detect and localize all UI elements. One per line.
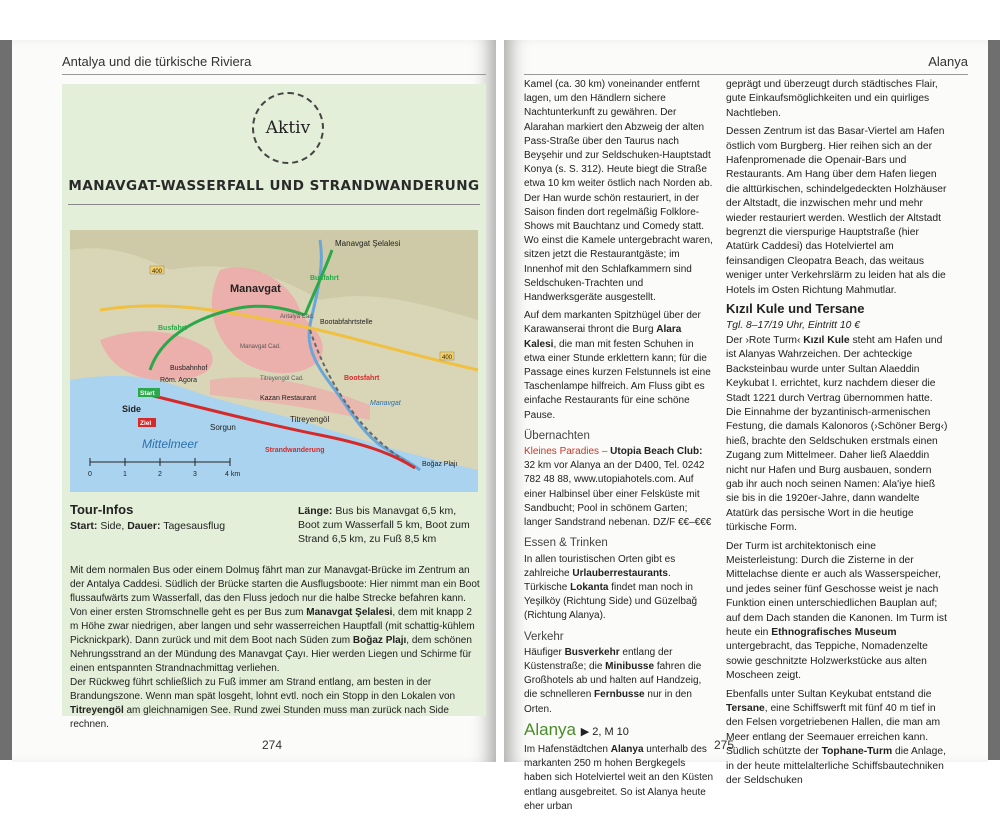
aktiv-rule xyxy=(68,204,480,205)
col1-v-d: nur in den Orten. xyxy=(524,689,692,715)
left-page xyxy=(12,40,496,762)
tour-heading: Tour-Infos xyxy=(70,502,134,517)
col2-p4b: untergebracht, das Teppiche, Nomadenzelte sowie geschnitzte Holzwerkstücke aus alten Moscheen zeigt. xyxy=(726,641,928,682)
tour-start-value: Side, xyxy=(97,520,128,532)
col1-essen xyxy=(524,553,714,624)
heading-verkehr: Verkehr xyxy=(524,630,564,643)
map-scale-2: 2 xyxy=(158,471,162,478)
heading-alanya xyxy=(524,719,714,739)
tour-p1c: , dem schönen Nehrungsstrand an der Mündung des Manavgat Çayı. Hier werden Liegen und Schirme für einen entspannten Strandnachmittag verliehen. xyxy=(70,635,472,674)
right-column-1 xyxy=(524,78,714,818)
col1-p3 xyxy=(524,743,714,814)
col1-ue-text: 32 km vor Alanya an der D400, Tel. 0242 782 48 88, www.utopiahotels.com. Auf einer Halbinsel über einer Felsküste mit Sandbucht; Pool in schönem Garten; langer Sandstrand nebenan. DZ/F €€–€€€ xyxy=(524,460,712,529)
map-label-ziel: Ziel xyxy=(140,420,152,427)
col1-v-b: entlang der Küstenstraße; die xyxy=(524,646,673,672)
col1-v-bold3: Fernbusse xyxy=(594,689,645,701)
tour-p1b: , dem mit knapp 2 m Höhe zwar niedrigen, aber langen und sehr wasserreichen Hauptfall (mit schattig-kühlem Picknickpark). Dann zurück und mit dem Boot nach Süden zum xyxy=(70,607,475,646)
folio-right: 275 xyxy=(714,738,735,752)
map-label-kazan: Kazan Restaurant xyxy=(260,395,317,402)
col2-p1: geprägt und überzeugt durch städtisches Flair, gute Einkaufsmöglichkeiten und ein quirliges Nachtleben. xyxy=(726,79,938,119)
col2-p5-bold2: Tophane-Turm xyxy=(821,746,893,758)
col2-p4a: Der Turm ist architektonisch eine Meisterleistung: Durch die Zisterne in der Mittelachse diente er auch als Wasserspeicher, und jedes seiner fünf Geschosse weist je nach Funktion einen unterschiedlichen Bauplan auf; auf dem Dach standen die Kanonen. Im Turm ist heute ein xyxy=(726,540,947,639)
map-road-label-400a: 400 xyxy=(152,269,163,275)
map-label-strandwanderung: Strandwanderung xyxy=(265,447,325,454)
running-rule-right xyxy=(524,74,968,75)
alanya-map-ref: ▶ 2, M 10 xyxy=(580,725,629,738)
right-column-2 xyxy=(726,78,950,793)
map-label-start: Start xyxy=(140,390,155,397)
heading-kizil-kule: Kızıl Kule und Tersane xyxy=(726,301,865,317)
tour-laenge-value: Bus bis Manavgat 6,5 km, Boot zum Wasserfall 5 km, Boot zum Strand 6,5 km, zu Fuß 8,5 km xyxy=(298,505,470,545)
col1-e-bold: Urlauberrestaurants xyxy=(572,567,668,579)
book-cover-edge-right xyxy=(986,40,1000,760)
map-label-side: Side xyxy=(122,404,142,414)
col1-ue-red: Kleines Paradies – xyxy=(524,446,608,458)
running-head-right: Alanya xyxy=(928,54,968,69)
map-label-titreyengol: Titreyengöl xyxy=(290,415,330,424)
col2-hours: Tgl. 8–17/19 Uhr, Eintritt 10 € xyxy=(726,319,860,331)
map-label-titreyengol-cad: Titreyengöl Cad. xyxy=(260,376,304,382)
map-label-sea: Mittelmeer xyxy=(142,437,199,451)
col2-p4 xyxy=(726,540,950,684)
col1-e-a: In allen touristischen Orten gibt es zahlreiche xyxy=(524,553,676,579)
map-label-manavgat: Manavgat xyxy=(230,283,281,295)
col1-e-b: . Türkische xyxy=(524,567,671,593)
map-label-busfahrt-1: Busfahrt xyxy=(310,275,339,282)
heading-essen: Essen & Trinken xyxy=(524,537,608,550)
aktiv-title: MANAVGAT-WASSERFALL UND STRANDWANDERUNG xyxy=(68,178,480,194)
col1-uebernachten xyxy=(524,445,714,530)
col1-v-bold2: Minibusse xyxy=(605,660,655,672)
col2-p3a: Der ›Rote Turm‹ xyxy=(726,334,804,346)
col1-p3b: unterhalb des markanten 250 m hohen Bergkegels haben sich Hotelviertel weit an den Küsten entlang ausgebreitet. So ist Alanya heute eher urban xyxy=(524,743,714,812)
col2-p3b: steht am Hafen und ist Alanyas Wahrzeichen. Der achteckige Backsteinbau wurde unter Sultan Alaeddin Keykubat I. errichtet, kurz nachdem dieser die Stadt 1221 durch Vertrag übernommen hatte. Die Einnahme der byzantinisch-armenischen Festung, die damals Kalonoros (›Schöner Berg‹) hieß, brachte den Seldschuken erstmals einen Zugang zum Mittelmeer. Daher ließ Alaeddin nicht nur Hafen und Burg ausbauen, sondern gab ihr auch noch seinen Namen: Ala'iye hieß sie bis in die 1920er-Jahre, dann wandelte Atatürk das persische Wort in die heutige türkische Form. xyxy=(726,334,948,534)
alanya-head-text: Alanya xyxy=(524,719,576,739)
tour-dauer-label: Dauer: xyxy=(127,520,161,532)
col2-p5 xyxy=(726,688,950,789)
tour-start-dauer xyxy=(70,520,225,532)
right-page xyxy=(504,40,988,812)
col1-verkehr xyxy=(524,646,714,717)
col1-e-c: findet man noch in Yeşilköy (Richtung Side) und Güzelbağ (Richtung Alanya). xyxy=(524,581,698,622)
col1-p3a: Im Hafenstädtchen xyxy=(524,743,611,755)
map-label-river: Manavgat xyxy=(370,400,401,407)
map-label-antalya-cad: Antalya Cad. xyxy=(280,314,315,320)
map-label-busbahnhof: Busbahnhof xyxy=(170,365,208,372)
map-label-bootsfahrt: Bootsfahrt xyxy=(344,375,380,382)
tour-laenge-label: Länge: xyxy=(298,505,333,517)
aktiv-badge-label: Aktiv xyxy=(265,118,311,138)
col2-p5b: , eine Schiffswerft mit fünf 40 m tief in den Felsen vorgetriebenen Hallen, die man am Meer entlang der Seemauer erreichen kann. Südlich schützte der xyxy=(726,703,941,758)
aktiv-box xyxy=(62,84,486,730)
running-rule-left xyxy=(62,74,486,75)
col1-ue-bold: Utopia Beach Club: xyxy=(607,446,703,458)
map-label-busfahrt-2: Busfahrt xyxy=(158,325,187,332)
map-label-bogaz: Boğaz Plajı xyxy=(422,461,458,468)
col1-v-a: Häufiger xyxy=(524,646,565,658)
map-label-manavgat-cad: Manavgat Cad. xyxy=(240,344,281,350)
col1-p3-bold: Alanya xyxy=(610,743,644,755)
tour-laenge xyxy=(298,504,478,546)
map-scale-4: 4 km xyxy=(225,471,241,478)
tour-description xyxy=(70,564,480,732)
map-label-bootsabfahrt: Bootabfahrtstelle xyxy=(320,319,373,326)
map-scale-3: 3 xyxy=(193,471,197,478)
tour-p2: Der Rückweg führt schließlich zu Fuß immer am Strand entlang, am besten in der Brandungszone. Wenn man spät losgeht, lohnt evtl. noch ein Stopp in den Lokalen von xyxy=(70,677,456,702)
col1-p2-bold: Alara Kalesi xyxy=(524,324,682,350)
col1-e-bold2: Lokanta xyxy=(570,581,609,593)
col2-p3 xyxy=(726,334,950,536)
map-label-rom-agora: Röm. Agora xyxy=(160,377,197,384)
tour-p1-bold: Manavgat Şelalesi xyxy=(306,607,393,618)
col1-v-bold: Busverkehr xyxy=(564,646,620,658)
heading-uebernachten: Übernachten xyxy=(524,429,590,442)
aktiv-badge xyxy=(252,92,324,164)
folio-left: 274 xyxy=(262,738,283,752)
map-scale-0: 0 xyxy=(88,471,92,478)
tour-p2b: am gleichnamigen See. Rund zwei Stunden muss man zurück nach Side rechnen. xyxy=(70,705,449,730)
map-label-manavgat-selalesi: Manavgat Şelalesi xyxy=(335,239,401,248)
tour-dauer-value: Tagesausflug xyxy=(160,520,226,532)
map-road-label-400b: 400 xyxy=(442,355,453,361)
tour-p2-bold: Titreyengöl xyxy=(70,705,124,716)
col1-v-c: fahren die Großhotels ab und halten auf Handzeig, die schnelleren xyxy=(524,660,702,701)
col2-p5-bold: Tersane xyxy=(726,703,765,715)
col2-p2: Dessen Zentrum ist das Basar-Viertel am Hafen östlich vom Burgberg. Hier reihen sich an der Hafenpromenade die Openair-Bars und Restaurants. Am Hang über dem Hafen liegen die alttürkischen, schindelgedeckten Holzhäuser der Altstadt, die inzwischen mehr und mehr wieder restauriert werden. Westlich der Altstadt begrenzt die vierspurige Hauptstraße (hier Atatürk Caddesi) das Hotelviertel am feinsandigen Cleopatra Beach, das weitaus weniger unter Verkehrslärm zu leiden hat als die Hotels im Osten Richtung Mahmutlar. xyxy=(726,126,947,296)
map-label-sorgun: Sorgun xyxy=(210,423,236,432)
col2-p5a: Ebenfalls unter Sultan Keykubat entstand die xyxy=(726,688,932,700)
col1-p1: Kamel (ca. 30 km) voneinander entfernt lagen, um den Händlern sichere Nachtunterkunft zu gewähren. Der Alarahan markiert den Abzweig der alten Pass-Straße über den Taurus nach Beyşehir und zur Seldschuken-Hauptstadt Konya (s. S. 312). Heute biegt die Straße etwa 10 km weiter östlich nach Norden ab. Der Han wurde schön restauriert, in der Saison finden dort regelmäßig Folklore-Shows mit Bauchtanz und Comedy statt. Wo einst die Kamele untergebracht waren, sitzen jetzt die Restaurantgäste; im Innenhof mit den Schlafkammern sind Seldschuken-Trachten und Handwerksgeräte ausgestellt. xyxy=(524,79,713,304)
col1-p2a: Auf dem markanten Spitzhügel über der Karawanserai thront die Burg xyxy=(524,310,701,336)
tour-p1: Mit dem normalen Bus oder einem Dolmuş fährt man zur Manavgat-Brücke im Zentrum an der Antalya Caddesi. Südlich der Brücke starten die Ausflugsboote: Hier nimmt man ein Boot flussaufwärts zum Wasserfall, das den Fluss jedoch nur die halbe Strecke befahren kann. Von einer ersten Stromschnelle geht es per Bus zum xyxy=(70,565,480,618)
col1-p2b: , die man mit festen Schuhen in etwa einer Stunde erklettern kann; für die Passage eines kurzen Felstunnels ist eine Taschenlampe hilfreich. Am Fluss gibt es einfache Restaurants für eine schöne Pause. xyxy=(524,338,711,421)
col2-p4-bold: Ethnografisches Museum xyxy=(771,627,897,639)
route-map xyxy=(70,230,478,492)
col2-p3-bold: Kızıl Kule xyxy=(803,334,850,346)
running-head-left: Antalya und die türkische Riviera xyxy=(62,54,252,69)
map-scale-1: 1 xyxy=(123,471,127,478)
tour-p1-bold2: Boğaz Plajı xyxy=(352,635,407,646)
col2-p5c: die Anlage, in der heute mittelalterliche Schiffsbautechniken der Seldschuken xyxy=(726,746,946,787)
tour-start-label: Start: xyxy=(70,520,98,532)
col1-p2 xyxy=(524,309,714,423)
